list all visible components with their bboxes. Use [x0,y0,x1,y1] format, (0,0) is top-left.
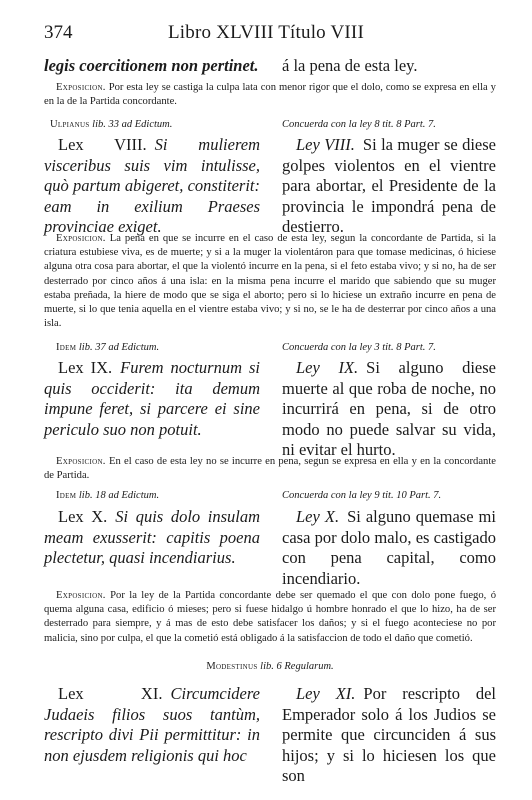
law-8-references [44,119,496,130]
jurist-name: Idem [56,342,77,353]
latin-text: Si quis dolo insulam meam exusserit: capitis poena plectetur, quasi incendiarius. [44,507,260,567]
law-9-exposicion [44,455,496,483]
lex-label: Lex IX. [58,358,113,377]
spanish-continuation: á la pena de esta ley. [282,56,418,75]
source-citation: lib. 18 ad Edictum. [78,490,160,501]
concordance-reference: Concuerda con la ley 9 tit. 10 Part. 7. [282,490,442,501]
exposicion-label: Exposicion. [56,233,106,244]
ley-label: Ley VIII. [296,135,355,154]
law-11 [44,684,496,787]
source-citation: lib. 6 Regularum. [260,661,334,672]
spanish-text: Si la muger se diese golpes violentos en el vientre para abortar, el Presidente de la provincia le impondrá pena de destierro. [282,135,497,236]
ley-label: Ley IX. [296,358,359,377]
exposicion-text: Por la ley de la Partida concordante debe ser quemado el que con dolo pone fuego, ó quema alguna casa, edificio ó mieses; pero si fuese hidalgo ú hombre honrado el que lo hizo, ha de ser desterrado para siempre, y á mas de esto debe satisfacer los daños; y si el fuego aconteciese no por malicia, sino por culpa, el que la cometió está obligado á la satisfaccion de todo el daño que cometió. [44,590,496,644]
ley-label: Ley XI. [296,684,356,703]
page-header [44,22,488,48]
latin-text: Si mulierem visceribus suis vim intulisse, quò partum abigeret, constiterit: eam in exilium Praeses provinciae exiget. [44,135,260,236]
spanish-text: Por rescripto del Emperador solo á los Judios se permite que circunciden á sus hijos; y si lo hiciesen los que son [282,684,496,785]
law-10-exposicion [44,589,496,646]
exposicion-label: Exposicion. [56,82,106,93]
source-citation: lib. 37 ad Edictum. [78,342,160,353]
lex-label: Lex X. [58,507,108,526]
law-9-references [44,342,496,353]
page-number: 374 [44,22,73,43]
latin-text: Circumcidere Judaeis filios suos tantùm, rescripto divi Pii permittitur: in non ejusdem religionis qui hoc [44,684,260,765]
exposicion-label: Exposicion. [56,456,106,467]
section-continuation [44,56,496,77]
concordance-reference: Concuerda con la ley 3 tit. 8 Part. 7. [282,342,436,353]
jurist-name: Modestinus [206,661,258,672]
latin-continuation: legis coercitionem non pertinet. [44,56,259,75]
lex-label: Lex VIII. [58,135,147,154]
jurist-name: Ulpianus [50,119,90,130]
running-title: Libro XLVIII Título VIII [167,22,364,43]
latin-text: Furem nocturnum si quis occiderit: ita demum impune feret, si parcere ei sine periculo suo non potuit. [44,358,260,439]
exposicion-text: Por esta ley se castiga la culpa lata con menor rigor que el dolo, como se expresa en ella y en la de la Partida concordante. [44,82,496,108]
lex-label: Lex XI. [58,684,163,703]
ley-label: Ley X. [296,507,340,526]
law-8-exposicion [44,232,496,331]
law-9 [44,358,496,461]
law-8 [44,135,496,238]
law-11-reference [44,661,496,672]
law-10 [44,507,496,589]
exposicion-text: En el caso de esta ley no se incurre en pena, segun se expresa en ella y en la concordante de Partida. [44,456,496,482]
concordance-reference: Concuerda con la ley 8 tit. 8 Part. 7. [282,119,436,130]
exposicion-label: Exposicion. [56,590,106,601]
spanish-text: Si alguno diese muerte al que roba de noche, no incurrirá en pena, si de otro modo no puede salvar su vida, ni evitar el hurto. [282,358,496,459]
spanish-text: Si alguno quemase mi casa por dolo malo, es castigado con pena capital, como incendiario. [282,507,496,588]
law-10-references [44,490,496,501]
exposicion-text: La pena en que se incurre en el caso de esta ley, segun la concordante de Partida, si la criatura estubiese viva, es de muerte; y si a la muger la violentáron para que tomase medicinas, ó hiciese alguna otra cosa para abortar, el que la violentó incurre en la pena, si el feto estaba vivo; y si no, ha de ser desterrado por cinco años á una isla: en la misma pena incurre el marido que sabiendo que su muger estaba preñada, la hiere de modo que se siga el aborto; pero si lo hiciese un extraño incurre en pena de muerte, si lo que tenia aquella en el vientre estaba vivo; y si no, se le ha de desterrar por cinco años a una isla. [44,233,496,330]
source-citation: lib. 33 ad Edictum. [92,119,173,130]
exposicion-continuation [44,81,496,109]
jurist-name: Idem [56,490,77,501]
